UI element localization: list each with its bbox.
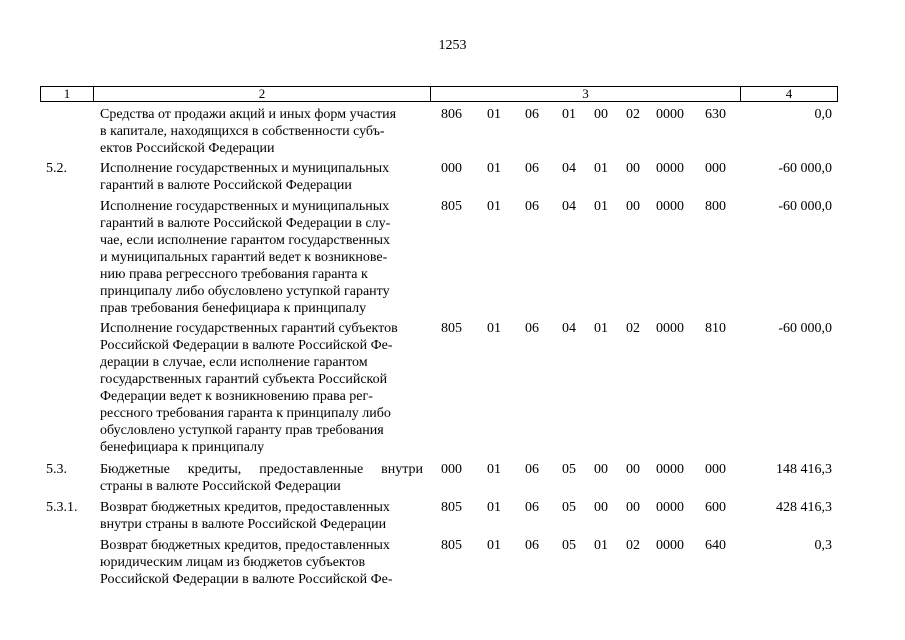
row-amount: -60 000,0 bbox=[778, 321, 832, 336]
code-group: 01 bbox=[487, 500, 501, 515]
code-article: 04 bbox=[562, 199, 576, 214]
row-description bbox=[100, 106, 423, 157]
page-number: 1253 bbox=[438, 38, 467, 53]
description-line: Бюджетные кредиты, предоставленные внутри bbox=[100, 462, 423, 477]
table-header bbox=[40, 86, 838, 102]
code-subarticle: 01 bbox=[594, 538, 608, 553]
code-subarticle: 00 bbox=[594, 107, 608, 122]
code-element: 02 bbox=[626, 321, 640, 336]
code-classification: 000 bbox=[705, 462, 726, 477]
description-line: Российской Федерации в валюте Российской Фе- bbox=[100, 572, 393, 587]
description-line: Возврат бюджетных кредитов, предоставленных bbox=[100, 500, 390, 515]
code-classification: 800 bbox=[705, 199, 726, 214]
description-line: Исполнение государственных гарантий субъектов bbox=[100, 321, 398, 336]
code-subgroup: 06 bbox=[525, 500, 539, 515]
code-article: 05 bbox=[562, 538, 576, 553]
row-amount: -60 000,0 bbox=[778, 199, 832, 214]
code-program: 0000 bbox=[656, 462, 684, 477]
code-article: 05 bbox=[562, 462, 576, 477]
code-admin: 805 bbox=[441, 199, 462, 214]
description-line: Российской Федерации в валюте Российской Фе- bbox=[100, 338, 393, 353]
code-subarticle: 01 bbox=[594, 321, 608, 336]
description-line: чае, если исполнение гарантом государственных bbox=[100, 233, 391, 248]
code-subgroup: 06 bbox=[525, 462, 539, 477]
description-line: Возврат бюджетных кредитов, предоставленных bbox=[100, 538, 390, 553]
code-element: 02 bbox=[626, 107, 640, 122]
description-line: в капитале, находящихся в собственности субъ- bbox=[100, 124, 385, 139]
code-program: 0000 bbox=[656, 161, 684, 176]
description-line: бенефициара к принципалу bbox=[100, 440, 265, 455]
row-number: 5.3.1. bbox=[46, 500, 78, 515]
code-element: 00 bbox=[626, 199, 640, 214]
description-line: государственных гарантий субъекта Российской bbox=[100, 372, 388, 387]
description-line: гарантий в валюте Российской Федерации bbox=[100, 178, 352, 193]
code-subarticle: 01 bbox=[594, 199, 608, 214]
description-line: гарантий в валюте Российской Федерации в слу- bbox=[100, 216, 391, 231]
description-line: Исполнение государственных и муниципальных bbox=[100, 199, 390, 214]
code-article: 01 bbox=[562, 107, 576, 122]
code-classification: 630 bbox=[705, 107, 726, 122]
code-admin: 000 bbox=[441, 161, 462, 176]
row-description bbox=[100, 537, 423, 588]
row-amount: 0,0 bbox=[814, 107, 832, 122]
code-classification: 600 bbox=[705, 500, 726, 515]
description-line: принципалу либо обусловлено уступкой гаранту bbox=[100, 284, 390, 299]
row-amount: 428 416,3 bbox=[776, 500, 832, 515]
code-program: 0000 bbox=[656, 500, 684, 515]
code-group: 01 bbox=[487, 107, 501, 122]
code-element: 02 bbox=[626, 538, 640, 553]
code-admin: 805 bbox=[441, 538, 462, 553]
code-element: 00 bbox=[626, 161, 640, 176]
header-col-3: 3 bbox=[431, 87, 741, 101]
code-subgroup: 06 bbox=[525, 107, 539, 122]
header-col-2: 2 bbox=[94, 87, 431, 101]
code-article: 04 bbox=[562, 161, 576, 176]
code-subgroup: 06 bbox=[525, 538, 539, 553]
code-group: 01 bbox=[487, 199, 501, 214]
description-line: страны в валюте Российской Федерации bbox=[100, 479, 341, 494]
description-line: и муниципальных гарантий ведет к возникнове- bbox=[100, 250, 388, 265]
code-subarticle: 01 bbox=[594, 161, 608, 176]
code-subarticle: 00 bbox=[594, 500, 608, 515]
code-article: 05 bbox=[562, 500, 576, 515]
code-subgroup: 06 bbox=[525, 199, 539, 214]
code-group: 01 bbox=[487, 321, 501, 336]
description-line: Исполнение государственных и муниципальных bbox=[100, 161, 390, 176]
header-col-1: 1 bbox=[41, 87, 94, 101]
code-classification: 640 bbox=[705, 538, 726, 553]
description-line: внутри страны в валюте Российской Федерации bbox=[100, 517, 387, 532]
code-subgroup: 06 bbox=[525, 321, 539, 336]
description-line: Средства от продажи акций и иных форм участия bbox=[100, 107, 397, 122]
description-line: юридическим лицам из бюджетов субъектов bbox=[100, 555, 366, 570]
row-description bbox=[100, 198, 423, 317]
description-line: нию права регрессного требования гаранта к bbox=[100, 267, 368, 282]
row-description bbox=[100, 499, 423, 533]
code-subgroup: 06 bbox=[525, 161, 539, 176]
row-number: 5.2. bbox=[46, 161, 67, 176]
code-program: 0000 bbox=[656, 199, 684, 214]
code-article: 04 bbox=[562, 321, 576, 336]
code-group: 01 bbox=[487, 538, 501, 553]
row-description bbox=[100, 320, 423, 456]
code-program: 0000 bbox=[656, 538, 684, 553]
code-group: 01 bbox=[487, 462, 501, 477]
code-element: 00 bbox=[626, 462, 640, 477]
row-number: 5.3. bbox=[46, 462, 67, 477]
row-amount: -60 000,0 bbox=[778, 161, 832, 176]
row-description bbox=[100, 461, 423, 495]
code-group: 01 bbox=[487, 161, 501, 176]
code-program: 0000 bbox=[656, 321, 684, 336]
row-amount: 148 416,3 bbox=[776, 462, 832, 477]
code-admin: 806 bbox=[441, 107, 462, 122]
description-line: обусловлено уступкой гаранту прав требования bbox=[100, 423, 384, 438]
code-admin: 000 bbox=[441, 462, 462, 477]
code-classification: 810 bbox=[705, 321, 726, 336]
row-amount: 0,3 bbox=[814, 538, 832, 553]
description-line: Федерации ведет к возникновению права рег- bbox=[100, 389, 373, 404]
code-admin: 805 bbox=[441, 321, 462, 336]
code-element: 00 bbox=[626, 500, 640, 515]
row-description bbox=[100, 160, 423, 194]
code-subarticle: 00 bbox=[594, 462, 608, 477]
description-line: ектов Российской Федерации bbox=[100, 141, 275, 156]
description-line: дерации в случае, если исполнение гарантом bbox=[100, 355, 368, 370]
code-program: 0000 bbox=[656, 107, 684, 122]
description-line: прав требования бенефициара к принципалу bbox=[100, 301, 367, 316]
header-col-4: 4 bbox=[785, 86, 793, 101]
description-line: рессного требования гаранта к принципалу либо bbox=[100, 406, 391, 421]
code-classification: 000 bbox=[705, 161, 726, 176]
code-admin: 805 bbox=[441, 500, 462, 515]
